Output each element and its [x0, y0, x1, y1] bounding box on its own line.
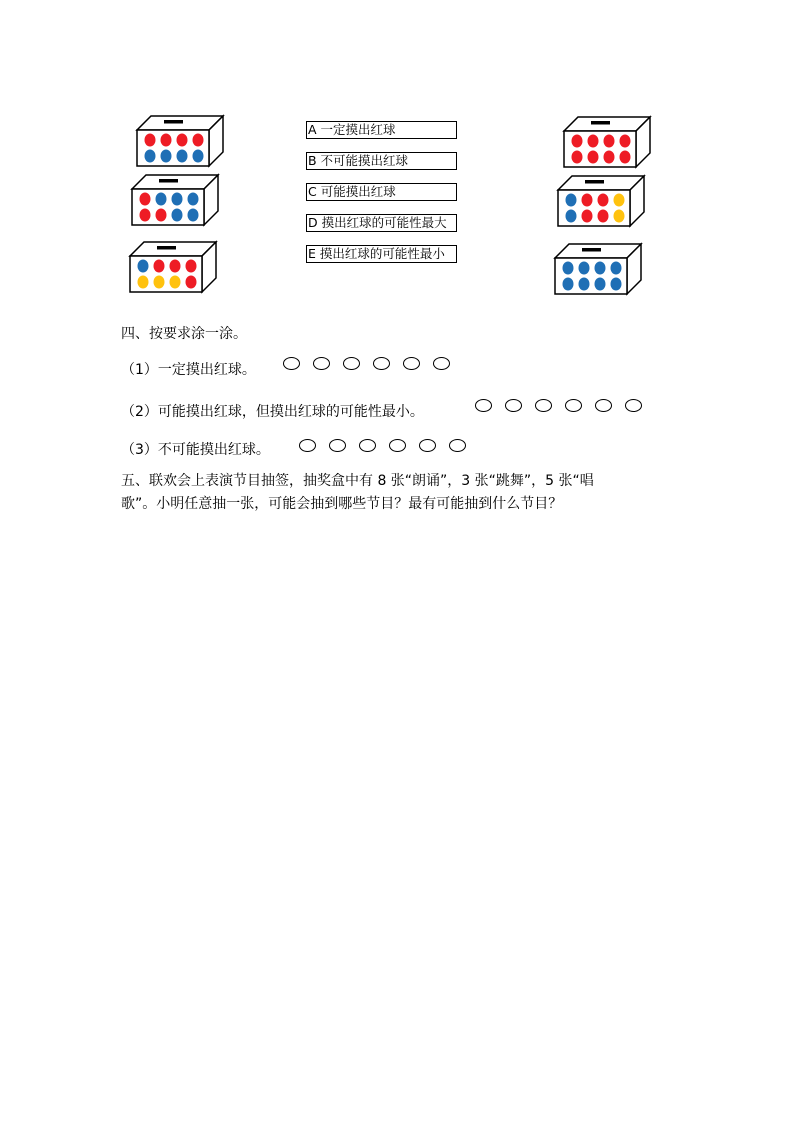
section4-item-1: （1）一定摸出红球。 — [121, 362, 256, 378]
answer-circle[interactable] — [283, 357, 300, 370]
blue-ball — [193, 150, 204, 163]
blue-ball — [177, 150, 188, 163]
answer-circle[interactable] — [373, 357, 390, 370]
ball-box-left-1 — [136, 115, 224, 167]
red-ball — [572, 151, 583, 164]
yellow-ball — [154, 276, 165, 289]
red-ball — [588, 151, 599, 164]
answer-circle[interactable] — [565, 399, 582, 412]
option-b: B 不可能摸出红球 — [306, 152, 457, 170]
coin-slot — [582, 248, 601, 252]
red-ball — [598, 194, 609, 207]
red-ball — [170, 260, 181, 273]
option-d: D 摸出红球的可能性最大 — [306, 214, 457, 232]
blue-ball — [172, 193, 183, 206]
blue-ball — [172, 209, 183, 222]
answer-circle[interactable] — [419, 439, 436, 452]
red-ball — [582, 210, 593, 223]
red-ball — [140, 193, 151, 206]
red-ball — [193, 134, 204, 147]
answer-circle[interactable] — [313, 357, 330, 370]
yellow-ball — [614, 210, 625, 223]
ball-box-right-2 — [557, 175, 645, 227]
answer-circle[interactable] — [329, 439, 346, 452]
coin-slot — [157, 246, 176, 250]
blue-ball — [566, 194, 577, 207]
blue-ball — [145, 150, 156, 163]
answer-circle[interactable] — [403, 357, 420, 370]
red-ball — [186, 276, 197, 289]
section4-item-3: （3）不可能摸出红球。 — [121, 442, 270, 458]
red-ball — [156, 209, 167, 222]
blue-ball — [611, 262, 622, 275]
ball-box-left-3 — [129, 241, 217, 293]
answer-circle[interactable] — [433, 357, 450, 370]
circle-row-3 — [299, 439, 466, 452]
blue-ball — [563, 262, 574, 275]
section5-line-2: 歌”。小明任意抽一张，可能会抽到哪些节目？最有可能抽到什么节目？ — [121, 496, 563, 512]
yellow-ball — [170, 276, 181, 289]
blue-ball — [611, 278, 622, 291]
circle-row-1 — [283, 357, 450, 370]
answer-circle[interactable] — [535, 399, 552, 412]
red-ball — [582, 194, 593, 207]
blue-ball — [156, 193, 167, 206]
blue-ball — [161, 150, 172, 163]
answer-circle[interactable] — [449, 439, 466, 452]
answer-circle[interactable] — [475, 399, 492, 412]
answer-circle[interactable] — [359, 439, 376, 452]
red-ball — [186, 260, 197, 273]
blue-ball — [138, 260, 149, 273]
red-ball — [140, 209, 151, 222]
red-ball — [620, 151, 631, 164]
option-a: A 一定摸出红球 — [306, 121, 457, 139]
answer-circle[interactable] — [505, 399, 522, 412]
answer-circle[interactable] — [299, 439, 316, 452]
section4-item-2: （2）可能摸出红球，但摸出红球的可能性最小。 — [121, 404, 424, 420]
blue-ball — [188, 193, 199, 206]
ball-box-right-1 — [563, 116, 651, 168]
blue-ball — [595, 262, 606, 275]
option-e: E 摸出红球的可能性最小 — [306, 245, 457, 263]
red-ball — [154, 260, 165, 273]
yellow-ball — [138, 276, 149, 289]
answer-circle[interactable] — [389, 439, 406, 452]
blue-ball — [563, 278, 574, 291]
red-ball — [145, 134, 156, 147]
coin-slot — [591, 121, 610, 125]
yellow-ball — [614, 194, 625, 207]
red-ball — [177, 134, 188, 147]
ball-box-left-2 — [131, 174, 219, 226]
red-ball — [598, 210, 609, 223]
answer-circle[interactable] — [595, 399, 612, 412]
blue-ball — [188, 209, 199, 222]
red-ball — [588, 135, 599, 148]
coin-slot — [585, 180, 604, 184]
red-ball — [620, 135, 631, 148]
red-ball — [572, 135, 583, 148]
ball-box-right-3 — [554, 243, 642, 295]
circle-row-2 — [475, 399, 642, 412]
option-c: C 可能摸出红球 — [306, 183, 457, 201]
blue-ball — [579, 262, 590, 275]
section5-line-1: 五、联欢会上表演节目抽签，抽奖盒中有 8 张“朗诵”，3 张“跳舞”，5 张“唱 — [121, 473, 594, 489]
coin-slot — [164, 120, 183, 124]
red-ball — [604, 135, 615, 148]
answer-circle[interactable] — [343, 357, 360, 370]
answer-circle[interactable] — [625, 399, 642, 412]
red-ball — [161, 134, 172, 147]
section4-title: 四、按要求涂一涂。 — [121, 326, 247, 342]
coin-slot — [159, 179, 178, 183]
blue-ball — [566, 210, 577, 223]
blue-ball — [595, 278, 606, 291]
blue-ball — [579, 278, 590, 291]
red-ball — [604, 151, 615, 164]
